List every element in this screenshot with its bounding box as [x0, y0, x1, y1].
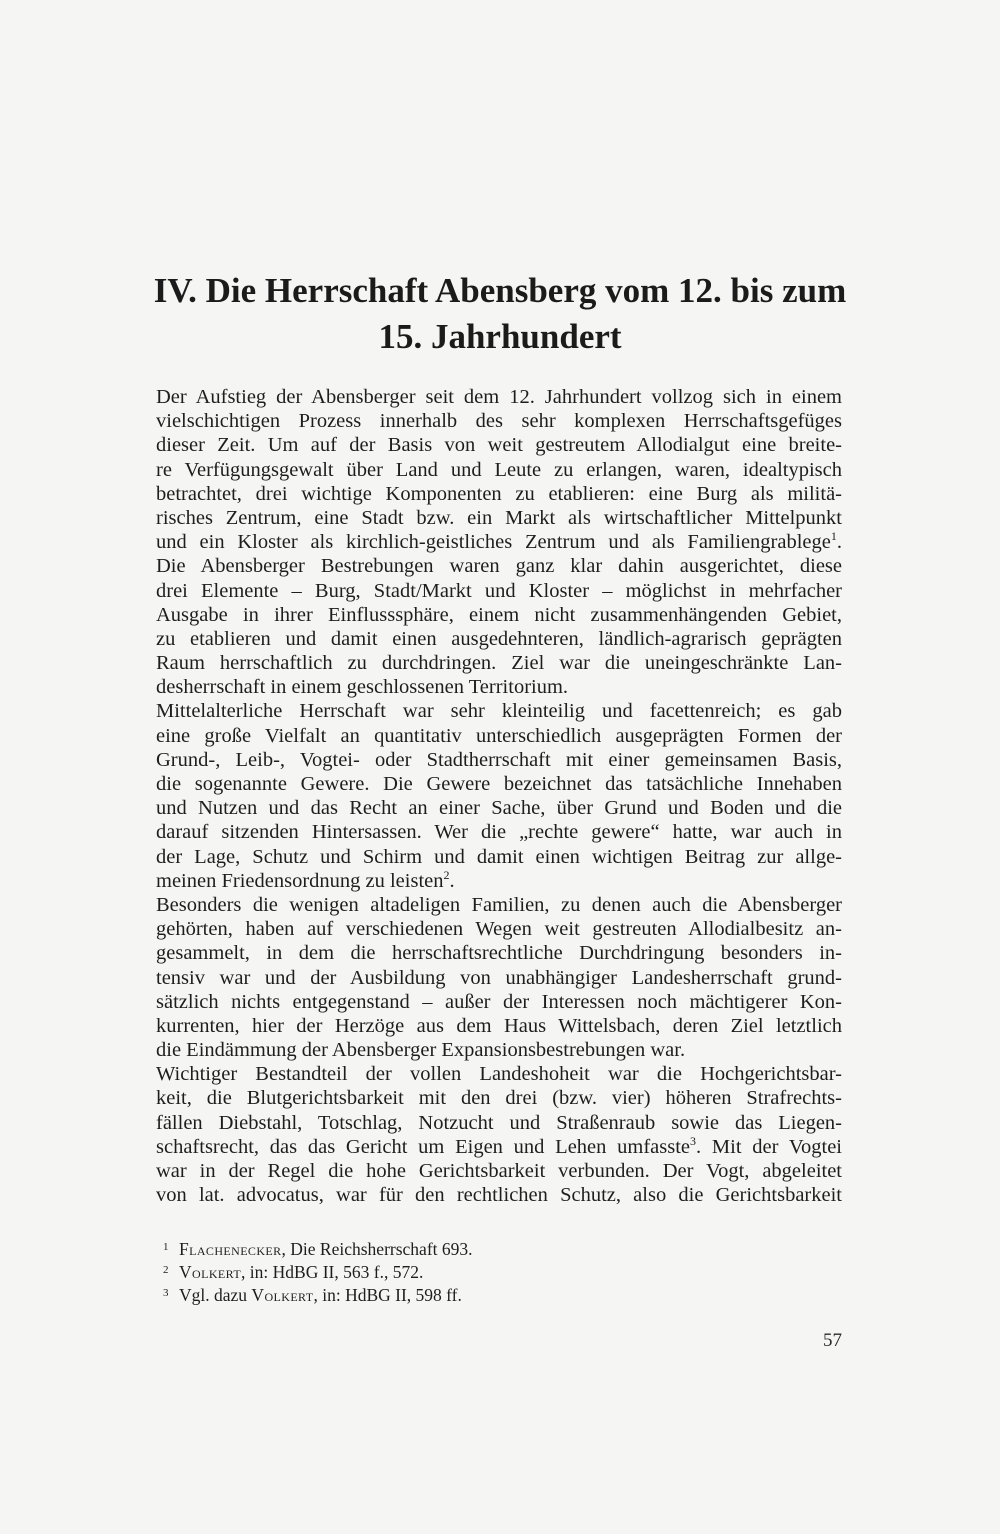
text-line-content: vielschichtigen Prozess innerhalb des sehr komplexen Herrschaftsgefüges [156, 410, 842, 433]
text-line [156, 433, 842, 457]
text-line-content: der Lage, Schutz und Schirm und damit einen wichtigen Beitrag zur allge- [156, 845, 842, 868]
footnote-number: 3 [163, 1287, 169, 1299]
text-line-content: darauf sitzenden Hintersassen. Wer die „rechte gewere“ hatte, war auch in [156, 821, 842, 844]
text-line-content: Raum herrschaftlich zu durchdringen. Ziel war die uneingeschränkte Lan- [156, 652, 842, 675]
text-line-tail: . [449, 869, 455, 892]
text-line-content: meinen Friedensordnung zu leisten [156, 869, 444, 892]
text-line-content: von lat. advocatus, war für den rechtlichen Schutz, also die Gerichtsbarkeit [156, 1184, 842, 1207]
footnote-author: Volkert [179, 1262, 242, 1282]
text-line [156, 603, 842, 627]
chapter-title-line-2: 15. Jahrhundert [378, 317, 622, 356]
text-line-content: sätzlich nichts entgegenstand – außer der Interessen noch mächtigerer Kon- [156, 990, 842, 1013]
text-line-content: Die Abensberger Bestrebungen waren ganz klar dahin ausgerichtet, diese [156, 555, 842, 578]
text-line [156, 724, 842, 748]
text-line-content: kurrenten, hier der Herzöge aus dem Haus Wittelsbach, deren Ziel letztlich [156, 1014, 842, 1037]
text-line [156, 1038, 842, 1062]
footnote-text: , in: HdBG II, 598 ff. [313, 1285, 462, 1305]
text-line [156, 385, 842, 409]
text-line-content: desherrschaft in einem geschlossenen Territorium. [156, 676, 569, 699]
text-line-content: die Eindämmung der Abensberger Expansionsbestrebungen war. [156, 1039, 686, 1062]
text-line-content: Besonders die wenigen altadeligen Familien, zu denen auch die Abensberger [156, 893, 842, 916]
footnote-prefix: Vgl. dazu [179, 1285, 252, 1305]
footnote-number: 2 [163, 1264, 169, 1276]
text-line [156, 845, 842, 869]
footnote-number: 1 [163, 1241, 169, 1253]
text-line [156, 917, 842, 941]
text-line [156, 530, 842, 554]
text-line-content: keit, die Blutgerichtsbarkeit mit den drei (bzw. vier) höheren Strafrechts- [156, 1087, 842, 1110]
footnote-marker[interactable]: 1 [830, 529, 837, 544]
text-line-content: re Verfügungsgewalt über Land und Leute zu erlangen, waren, idealtypisch [156, 458, 842, 481]
text-line [156, 1014, 842, 1038]
footnote-text: , Die Reichsherrschaft 693. [281, 1239, 473, 1259]
text-line-content: fällen Diebstahl, Totschlag, Notzucht und Straßenraub sowie das Liegen- [156, 1111, 842, 1134]
text-line [156, 1111, 842, 1135]
text-line-content: zu etablieren und damit einen ausgedehnteren, ländlich-agrarisch geprägten [156, 627, 842, 650]
text-line-content: risches Zentrum, eine Stadt bzw. ein Markt als wirtschaftlicher Mittelpunkt [156, 506, 842, 529]
chapter-title-line-1: IV. Die Herrschaft Abensberg vom 12. bis zum [153, 271, 847, 310]
text-line [156, 966, 842, 990]
page-number: 57 [823, 1330, 842, 1351]
body-text [156, 385, 842, 1207]
footnote-2 [163, 1260, 843, 1283]
text-line [156, 820, 842, 844]
text-line [156, 627, 842, 651]
text-line [156, 458, 842, 482]
text-line-content: Der Aufstieg der Abensberger seit dem 12. Jahrhundert vollzog sich in einem [156, 386, 842, 408]
text-line [156, 1086, 842, 1110]
text-line [156, 506, 842, 530]
footnote-marker[interactable]: 2 [443, 867, 450, 882]
text-line-content: tensiv war und der Ausbildung von unabhängiger Landesherrschaft grund- [156, 966, 842, 989]
text-line-content: gesammelt, in dem die herrschaftsrechtliche Durchdringung besonders in- [156, 942, 842, 965]
text-line [156, 482, 842, 506]
text-line-content: schaftsrecht, das das Gericht um Eigen und Lehen umfasste [156, 1135, 691, 1158]
text-line [156, 893, 842, 917]
text-line-content: gehörten, haben auf verschiedenen Wegen weit gestreuten Allodialbesitz an- [156, 918, 842, 941]
text-line [156, 796, 842, 820]
text-line-content: betrachtet, drei wichtige Komponenten zu etablieren: eine Burg als militä- [156, 482, 842, 505]
text-line [156, 869, 842, 893]
footnote-author: Flachenecker [179, 1239, 282, 1259]
text-line-content: und Nutzen und das Recht an einer Sache, über Grund und Boden und die [156, 797, 842, 820]
footnote-3 [163, 1283, 843, 1306]
text-line [156, 1159, 842, 1183]
text-line-content: Wichtiger Bestandteil der vollen Landeshoheit war die Hochgerichtsbar- [156, 1063, 842, 1086]
text-line-content: drei Elemente – Burg, Stadt/Markt und Kloster – möglichst in mehrfacher [156, 579, 842, 602]
text-line [156, 1135, 842, 1159]
text-line [156, 990, 842, 1014]
text-line [156, 409, 842, 433]
footnote-author: Volkert [251, 1285, 314, 1305]
text-line-content: die sogenannte Gewere. Die Gewere bezeichnet das tatsächliche Innehaben [156, 773, 842, 795]
footnote-marker[interactable]: 3 [690, 1133, 697, 1148]
text-line [156, 675, 842, 699]
text-line-content: Mittelalterliche Herrschaft war sehr kleinteilig und facettenreich; es gab [156, 700, 842, 723]
footnote-text: , in: HdBG II, 563 f., 572. [241, 1262, 424, 1282]
text-line-tail: . Mit der Vogtei [696, 1135, 842, 1158]
text-line-tail: . [836, 531, 842, 554]
text-line-content: eine große Vielfalt an quantitativ unterschiedlich ausgeprägten Formen der [156, 724, 842, 747]
text-line [156, 772, 842, 796]
text-line [156, 748, 842, 772]
text-line-content: Grund-, Leib-, Vogtei- oder Stadtherrschaft mit einer gemeinsamen Basis, [156, 748, 842, 771]
text-line-content: dieser Zeit. Um auf der Basis von weit gestreutem Allodialgut eine breite- [156, 434, 842, 457]
text-line [156, 554, 842, 578]
text-line [156, 579, 842, 603]
text-line [156, 941, 842, 965]
footnotes [163, 1237, 843, 1306]
footnote-1 [163, 1237, 843, 1260]
text-line-content: und ein Kloster als kirchlich-geistliches Zentrum und als Familiengrablege [156, 531, 831, 554]
text-line-content: war in der Regel die hohe Gerichtsbarkeit verbunden. Der Vogt, abgeleitet [156, 1160, 842, 1182]
text-line [156, 1062, 842, 1086]
text-line [156, 1183, 842, 1207]
text-line [156, 699, 842, 723]
chapter-title [140, 268, 860, 360]
text-line-content: Ausgabe in ihrer Einflusssphäre, einem nicht zusammenhängenden Gebiet, [156, 603, 842, 626]
text-line [156, 651, 842, 675]
